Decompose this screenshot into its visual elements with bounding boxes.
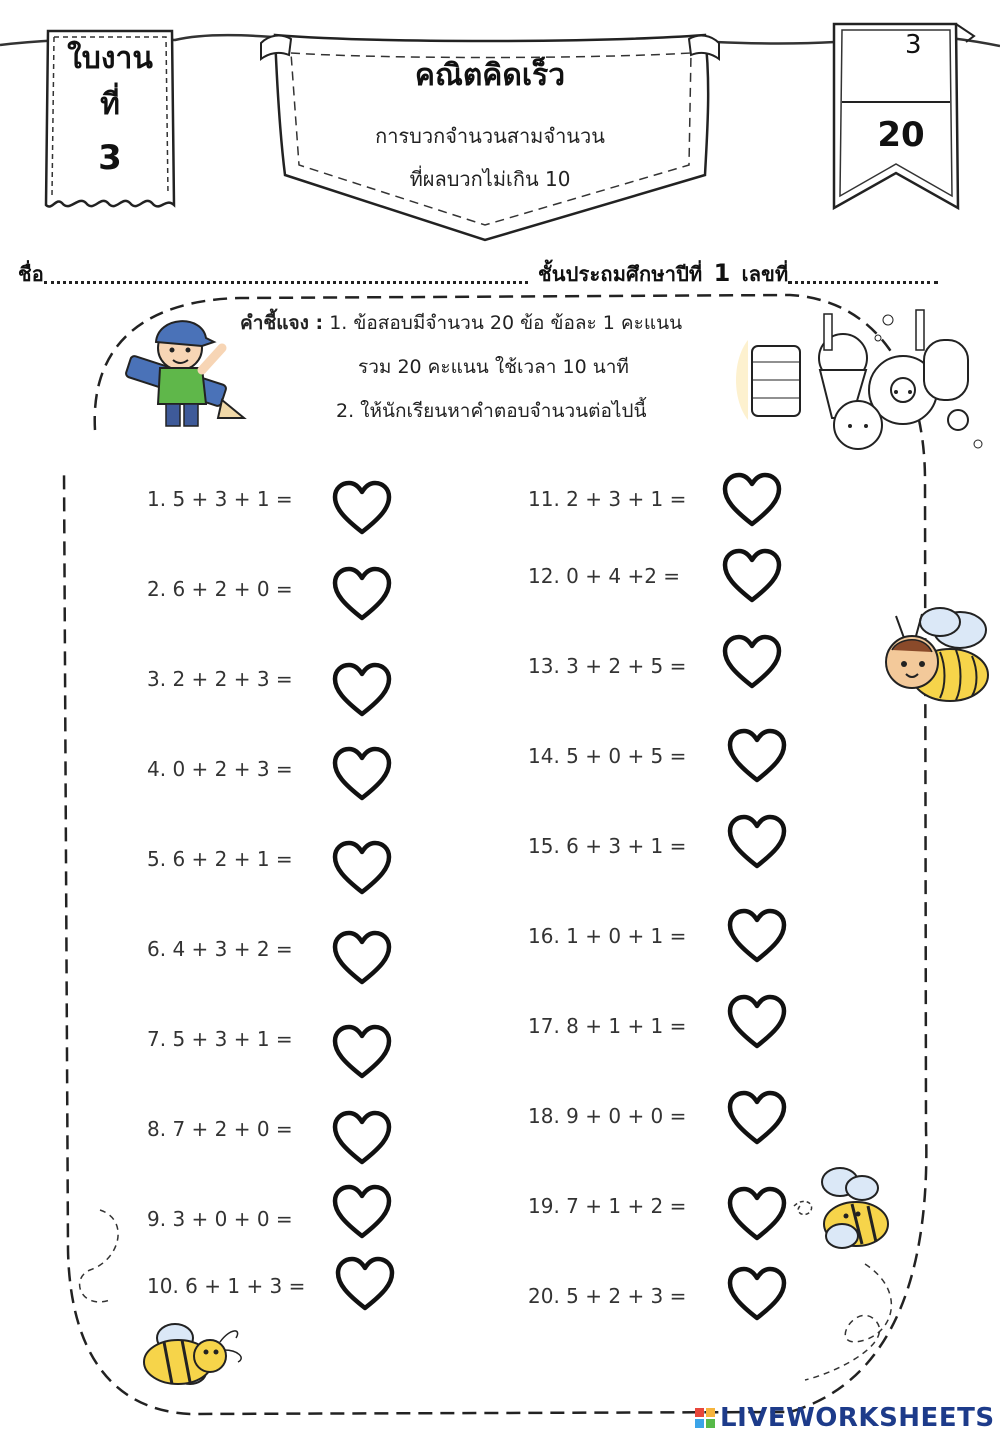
bee-illustration-lower-left [60, 1200, 260, 1400]
subtitle-line1: การบวกจำนวนสามจำนวน [375, 124, 605, 148]
problem-20: 20. 5 + 2 + 3 = [528, 1284, 687, 1308]
problem-3: 3. 2 + 2 + 3 = [147, 667, 293, 691]
answer-heart-18[interactable] [727, 1090, 787, 1146]
answer-heart-14[interactable] [727, 728, 787, 784]
instructions-heading: คำชี้แจง : [240, 312, 324, 334]
answer-heart-5[interactable] [332, 840, 392, 896]
liveworksheets-logo-icon [694, 1407, 716, 1429]
problem-7: 7. 5 + 3 + 1 = [147, 1027, 293, 1051]
problem-13: 13. 3 + 2 + 5 = [528, 654, 687, 678]
answer-heart-6[interactable] [332, 930, 392, 986]
number-label: เลขที่ [741, 262, 789, 286]
problem-14: 14. 5 + 0 + 5 = [528, 744, 687, 768]
answer-heart-20[interactable] [727, 1266, 787, 1322]
instructions-line2: รวม 20 คะแนน ใช้เวลา 10 นาที [358, 356, 629, 378]
answer-heart-19[interactable] [727, 1186, 787, 1242]
name-label: ชื่อ [18, 262, 44, 286]
bee-illustration-lower-right [790, 1162, 905, 1267]
total-score: 20 [877, 115, 925, 155]
answer-heart-11[interactable] [722, 472, 782, 528]
answer-heart-12[interactable] [722, 548, 782, 604]
instructions-line3: 2. ให้นักเรียนหาคำตอบจำนวนต่อไปนี้ [336, 400, 647, 422]
answer-heart-16[interactable] [727, 908, 787, 964]
instructions-text-1: 1. ข้อสอบมีจำนวน 20 ข้อ ข้อละ 1 คะแนน [329, 312, 683, 334]
answer-heart-8[interactable] [332, 1110, 392, 1166]
problem-15: 15. 6 + 3 + 1 = [528, 834, 687, 858]
problem-10: 10. 6 + 1 + 3 = [147, 1274, 306, 1298]
liveworksheets-logo-text: LIVEWORKSHEETS [720, 1403, 995, 1433]
page-corner-number: 3 [905, 30, 922, 60]
boy-with-pencil-illustration [118, 308, 253, 433]
answer-heart-2[interactable] [332, 566, 392, 622]
bee-illustration-right [880, 600, 995, 720]
sweets-doodle-illustration [728, 300, 990, 465]
problem-18: 18. 9 + 0 + 0 = [528, 1104, 687, 1128]
problem-4: 4. 0 + 2 + 3 = [147, 757, 293, 781]
dashed-flight-path [785, 1260, 925, 1400]
problem-12: 12. 0 + 4 +2 = [528, 564, 681, 588]
answer-heart-9[interactable] [332, 1184, 392, 1240]
worksheet-label-line2: ที่ [100, 87, 120, 122]
grade-label: ชั้นประถมศึกษาปีที่ [538, 262, 703, 286]
problem-9: 9. 3 + 0 + 0 = [147, 1207, 293, 1231]
problem-17: 17. 8 + 1 + 1 = [528, 1014, 687, 1038]
answer-heart-4[interactable] [332, 746, 392, 802]
answer-heart-3[interactable] [332, 662, 392, 718]
problem-2: 2. 6 + 2 + 0 = [147, 577, 293, 601]
answer-heart-13[interactable] [722, 634, 782, 690]
problem-6: 6. 4 + 3 + 2 = [147, 937, 293, 961]
problem-19: 19. 7 + 1 + 2 = [528, 1194, 687, 1218]
worksheet-label-line1: ใบงาน [67, 41, 153, 76]
problem-16: 16. 1 + 0 + 1 = [528, 924, 687, 948]
answer-heart-15[interactable] [727, 814, 787, 870]
problem-5: 5. 6 + 2 + 1 = [147, 847, 293, 871]
problem-1: 1. 5 + 3 + 1 = [147, 487, 293, 511]
instructions-line1 [240, 308, 682, 338]
problem-8: 8. 7 + 2 + 0 = [147, 1117, 293, 1141]
problem-11: 11. 2 + 3 + 1 = [528, 487, 687, 511]
grade-value: 1 [713, 259, 731, 287]
worksheet-number: 3 [98, 138, 122, 178]
page-title: คณิตคิดเร็ว [414, 58, 566, 93]
answer-heart-1[interactable] [332, 480, 392, 536]
liveworksheets-logo [694, 1403, 995, 1433]
subtitle-line2: ที่ผลบวกไม่เกิน 10 [409, 167, 571, 191]
answer-heart-7[interactable] [332, 1024, 392, 1080]
answer-heart-10[interactable] [335, 1256, 395, 1312]
answer-heart-17[interactable] [727, 994, 787, 1050]
